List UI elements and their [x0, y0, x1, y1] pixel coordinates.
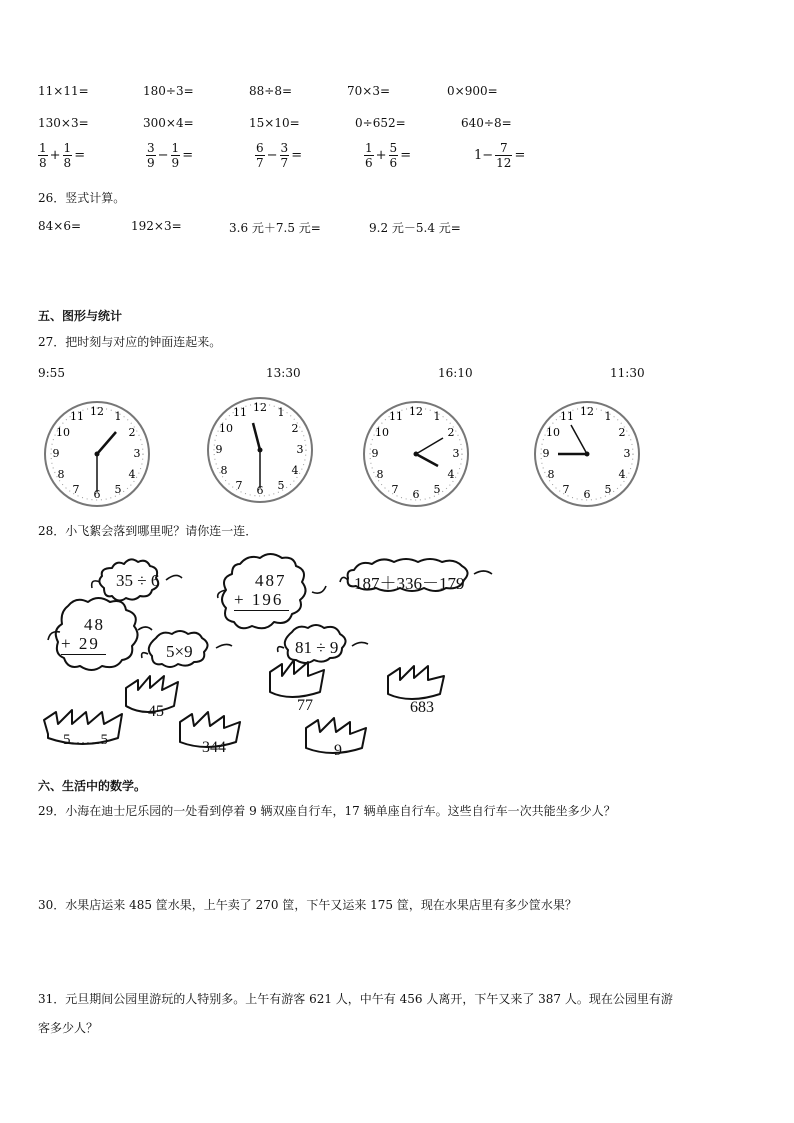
operator: =	[74, 148, 86, 163]
grass-value: 5……5	[63, 732, 108, 748]
svg-text:4: 4	[618, 468, 626, 481]
calc-item: 0÷652=	[355, 116, 406, 130]
grass-value: 344	[202, 739, 226, 756]
svg-text:4: 4	[128, 468, 136, 481]
denominator: 7	[256, 156, 264, 170]
fluff-expression: 35 ÷ 6	[116, 571, 160, 590]
time-label: 11:30	[610, 366, 645, 380]
fluff-tail	[474, 571, 492, 574]
fluff-tail	[278, 647, 284, 652]
svg-text:12: 12	[253, 401, 267, 414]
fluff-expression: 5×9	[166, 642, 193, 661]
clock-face[interactable]	[41, 400, 153, 508]
svg-text:5: 5	[114, 483, 122, 496]
grass-value: 9	[334, 742, 342, 759]
denominator: 6	[389, 156, 398, 170]
svg-text:9: 9	[215, 443, 223, 456]
fraction-problem	[38, 141, 87, 170]
denominator: 6	[365, 156, 373, 170]
question-text: 客多少人？	[38, 1021, 99, 1035]
calc-item: 9.2 元－5.4 元=	[369, 221, 461, 235]
svg-text:4: 4	[447, 468, 455, 481]
svg-text:2: 2	[291, 422, 299, 435]
calc-item: 84×6=	[38, 219, 82, 233]
svg-text:6: 6	[93, 488, 101, 501]
grass-tuft	[388, 666, 444, 699]
svg-text:5: 5	[604, 483, 612, 496]
operator: =	[182, 148, 194, 163]
fluff-tail	[312, 586, 326, 593]
grass-tuft	[270, 660, 324, 697]
svg-text:8: 8	[57, 468, 65, 481]
svg-text:6: 6	[583, 488, 591, 501]
calc-item: 0×900=	[447, 84, 498, 98]
operator: =	[291, 148, 303, 163]
fluff-expression: + 196	[234, 590, 289, 611]
svg-text:12: 12	[409, 405, 423, 418]
fluff-tail	[166, 575, 182, 580]
grass-value: 683	[410, 699, 434, 716]
svg-text:10: 10	[375, 426, 389, 439]
fluff-tail	[216, 644, 232, 648]
svg-text:1: 1	[433, 410, 441, 423]
section-title: 六、生活中的数学。	[38, 779, 147, 793]
operator: =	[514, 148, 526, 163]
svg-text:8: 8	[220, 464, 228, 477]
svg-text:10: 10	[546, 426, 560, 439]
svg-text:5: 5	[433, 483, 441, 496]
svg-text:1: 1	[277, 406, 285, 419]
numerator: 1	[63, 141, 72, 155]
calc-item: 11×11=	[38, 84, 89, 98]
denominator: 9	[171, 156, 180, 170]
numerator: 6	[256, 141, 264, 155]
calc-item: 70×3=	[347, 84, 391, 98]
question-title: 27．把时刻与对应的钟面连起来。	[38, 335, 222, 349]
svg-text:8: 8	[376, 468, 384, 481]
fluff-expression: + 29	[61, 634, 106, 655]
denominator: 12	[496, 156, 512, 170]
fluff-expression: 487	[255, 571, 287, 590]
svg-text:11: 11	[389, 410, 403, 423]
calc-item: 192×3=	[131, 219, 182, 233]
clock-center	[414, 452, 419, 457]
calc-item: 180÷3=	[143, 84, 194, 98]
denominator: 8	[63, 156, 72, 170]
question-text: 29．小海在迪士尼乐园的一处看到停着 9 辆双座自行车，17 辆单座自行车。这些自行车一次共能坐多少人？	[38, 804, 616, 818]
svg-text:2: 2	[618, 426, 626, 439]
svg-text:2: 2	[447, 426, 455, 439]
calc-item: 15×10=	[249, 116, 300, 130]
svg-text:11: 11	[560, 410, 574, 423]
numerator: 1	[365, 141, 373, 155]
fraction-problem	[255, 141, 304, 170]
calc-item: 88÷8=	[249, 84, 293, 98]
calc-item: 300×4=	[143, 116, 194, 130]
clock-center	[258, 448, 263, 453]
denominator: 7	[280, 156, 289, 170]
section-title: 五、图形与统计	[38, 309, 123, 323]
svg-text:9: 9	[542, 447, 550, 460]
clock-center	[585, 452, 590, 457]
calc-item: 640÷8=	[461, 116, 512, 130]
svg-text:7: 7	[391, 483, 399, 496]
svg-text:3: 3	[133, 447, 141, 460]
svg-text:11: 11	[233, 406, 247, 419]
svg-text:4: 4	[291, 464, 299, 477]
svg-text:9: 9	[52, 447, 60, 460]
svg-text:1: 1	[604, 410, 612, 423]
svg-text:5: 5	[277, 479, 285, 492]
svg-text:3: 3	[623, 447, 631, 460]
svg-text:12: 12	[580, 405, 594, 418]
fluff-expression: 48	[84, 615, 105, 634]
grass-value: 77	[297, 697, 313, 714]
svg-text:7: 7	[235, 479, 243, 492]
calc-item: 130×3=	[38, 116, 89, 130]
svg-text:3: 3	[452, 447, 460, 460]
fraction-problem	[472, 141, 527, 170]
numerator: 3	[280, 141, 289, 155]
numerator: 7	[495, 141, 512, 156]
svg-text:6: 6	[256, 484, 264, 497]
question-text: 30．水果店运来 485 筐水果，上午卖了 270 筐，下午又运来 175 筐，现在水果店里有多少筐水果？	[38, 898, 577, 912]
clock-face[interactable]	[204, 396, 316, 504]
svg-text:7: 7	[562, 483, 570, 496]
svg-text:2: 2	[128, 426, 136, 439]
denominator: 8	[39, 156, 47, 170]
time-label: 13:30	[266, 366, 301, 380]
operator: +	[375, 148, 387, 163]
operator: −	[266, 148, 278, 163]
svg-text:10: 10	[219, 422, 233, 435]
question-title: 26．竖式计算。	[38, 191, 126, 205]
grass-value: 45	[148, 703, 164, 720]
operator: =	[400, 148, 412, 163]
denominator: 9	[147, 156, 155, 170]
svg-text:1: 1	[114, 410, 122, 423]
svg-text:11: 11	[70, 410, 84, 423]
svg-text:9: 9	[371, 447, 379, 460]
fluff-tail	[92, 581, 100, 588]
fluff-tail	[352, 642, 368, 646]
fraction-problem	[364, 141, 413, 170]
svg-text:10: 10	[56, 426, 70, 439]
svg-text:3: 3	[296, 443, 304, 456]
svg-text:6: 6	[412, 488, 420, 501]
time-label: 9:55	[38, 366, 65, 380]
question-text: 31．元旦期间公园里游玩的人特别多。上午有游客 621 人，中午有 456 人离开，下午又来了 387 人。现在公园里有游	[38, 992, 673, 1006]
numerator: 5	[389, 141, 398, 155]
question-title: 28．小飞絮会落到哪里呢？请你连一连．	[38, 524, 258, 538]
clock-face[interactable]	[360, 400, 472, 508]
clock-face[interactable]	[531, 400, 643, 508]
numerator: 1	[39, 141, 47, 155]
operator: 1−	[474, 148, 494, 163]
calc-item: 3.6 元＋7.5 元=	[229, 221, 321, 235]
operator: −	[157, 148, 169, 163]
svg-text:7: 7	[72, 483, 80, 496]
clock-center	[95, 452, 100, 457]
fluff-tail	[138, 627, 152, 630]
numerator: 1	[171, 141, 180, 155]
svg-text:12: 12	[90, 405, 104, 418]
svg-text:8: 8	[547, 468, 555, 481]
fluff-expression: 81 ÷ 9	[295, 638, 339, 657]
numerator: 3	[147, 141, 155, 155]
fluff-tail	[142, 653, 148, 658]
fraction-problem	[146, 141, 195, 170]
time-label: 16:10	[438, 366, 473, 380]
fluff-expression: 187＋336－179	[354, 574, 465, 593]
operator: +	[49, 148, 61, 163]
